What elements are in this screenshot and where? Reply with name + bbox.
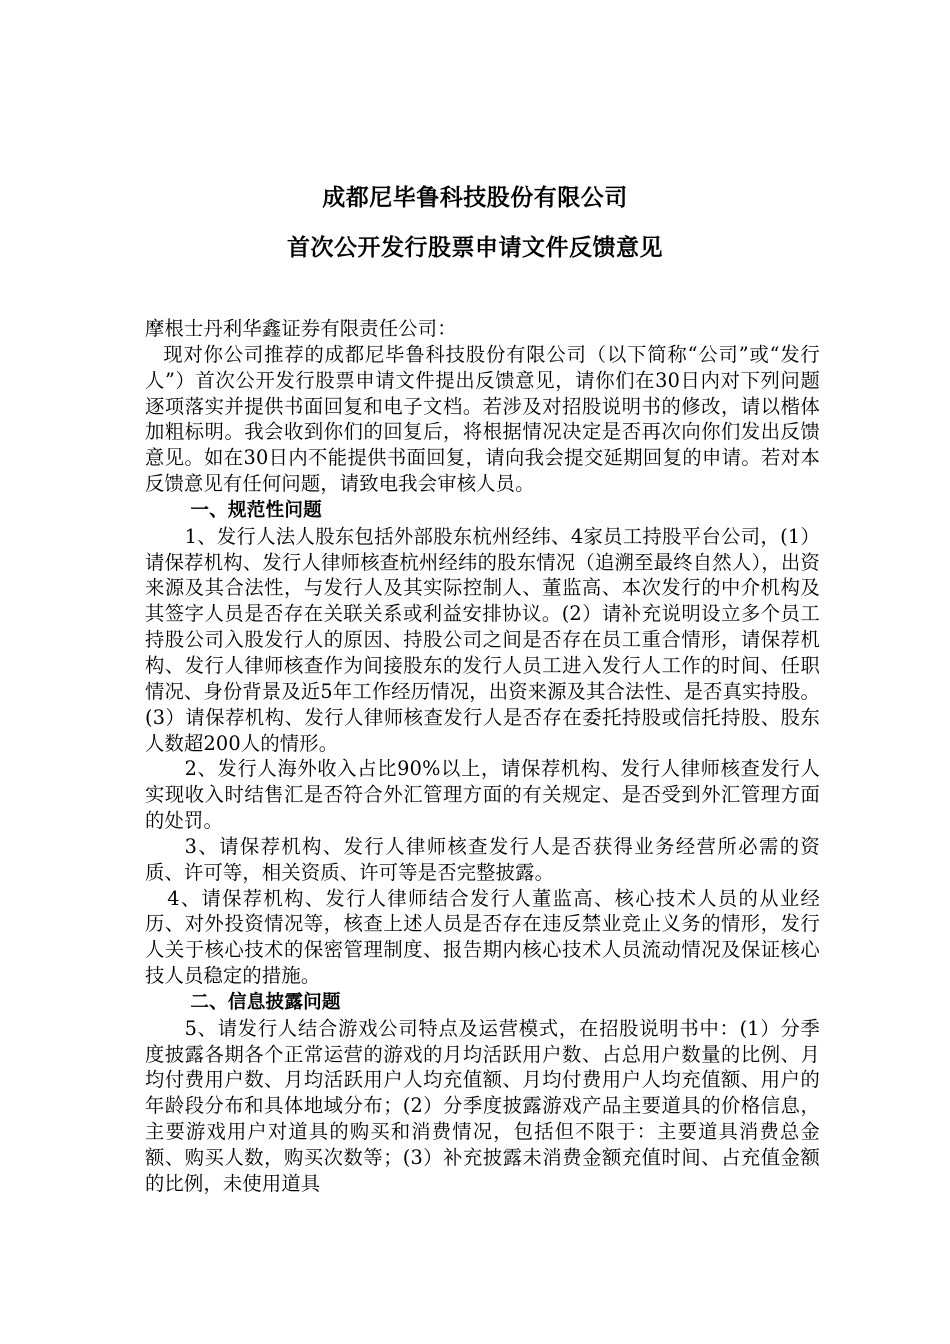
section-heading-disclosure (145, 989, 820, 1016)
section-heading-normative (145, 497, 820, 524)
document-title-subject: 首次公开发行股票申请文件反馈意见 (287, 235, 663, 261)
section-heading-disclosure-text: 二、信息披露问题 (190, 991, 341, 1013)
item-1: 1、发行人法人股东包括外部股东杭州经纬、4家员工持股平台公司，(1）请保荐机构、发行人律师核查杭州经纬的股东情况（追溯至最终自然人），出资来源及其合法性，与发行人及其实际控制人、董监高、本次发行的中介机构及其签字人员是否存在关联关系或利益安排协议。(2）请补充说明设立多个员工持股公司入股发行人的原因、持股公司之间是否存在员工重合情形，请保荐机构、发行人律师核查作为间接股东的发行人员工进入发行人工作的时间、任职情况、身份背景及近5年工作经历情况，出资来源及其合法性、是否真实持股。(3）请保荐机构、发行人律师核查发行人是否存在委托持股或信托持股、股东人数超200人的情形。 (145, 524, 820, 755)
item-4: 4、请保荐机构、发行人律师结合发行人董监高、核心技术人员的从业经历、对外投资情况等，核查上述人员是否存在违反禁业竞止义务的情形，发行人关于核心技术的保密管理制度、报告期内核心技术人员流动情况及保证核心技人员稳定的措施。 (145, 886, 820, 988)
item-2: 2、发行人海外收入占比90%以上，请保荐机构、发行人律师核查发行人实现收入时结售汇是否符合外汇管理方面的有关规定、是否受到外汇管理方面的处罚。 (145, 757, 820, 833)
document-title-company: 成都尼毕鲁科技股份有限公司 (322, 185, 628, 211)
item-5: 5、请发行人结合游戏公司特点及运营模式，在招股说明书中：(1）分季度披露各期各个正常运营的游戏的月均活跃用户数、占总用户数量的比例、月均付费用户数、月均活跃用户人均充值额、月均付费用户人均充值额、用户的年龄段分布和具体地域分布；(2）分季度披露游戏产品主要道具的价格信息，主要游戏用户对道具的购买和消费情况，包括但不限于：主要道具消费总金额、购买人数，购买次数等；(3）补充披露未消费金额充值时间、占充值金额的比例，未使用道具 (145, 1016, 820, 1195)
addressee: 摩根士丹利华鑫证券有限责任公司： (145, 317, 457, 340)
document-body (145, 316, 820, 1197)
intro-paragraph: 现对你公司推荐的成都尼毕鲁科技股份有限公司（以下简称“公司”或“发行人”）首次公开发行股票申请文件提出反馈意见，请你们在30日内对下列问题逐项落实并提供书面回复和电子文档。若涉及对招股说明书的修改，请以楷体加粗标明。我会收到你们的回复后，将根据情况决定是否再次向你们发出反馈意见。如在30日内不能提供书面回复，请向我会提交延期回复的申请。若对本反馈意见有任何问题，请致电我会审核人员。 (145, 342, 820, 496)
item-3: 3、请保荐机构、发行人律师核查发行人是否获得业务经营所必需的资质、许可等，相关资质、许可等是否完整披露。 (145, 834, 820, 884)
section-heading-normative-text: 一、规范性问题 (190, 499, 322, 521)
